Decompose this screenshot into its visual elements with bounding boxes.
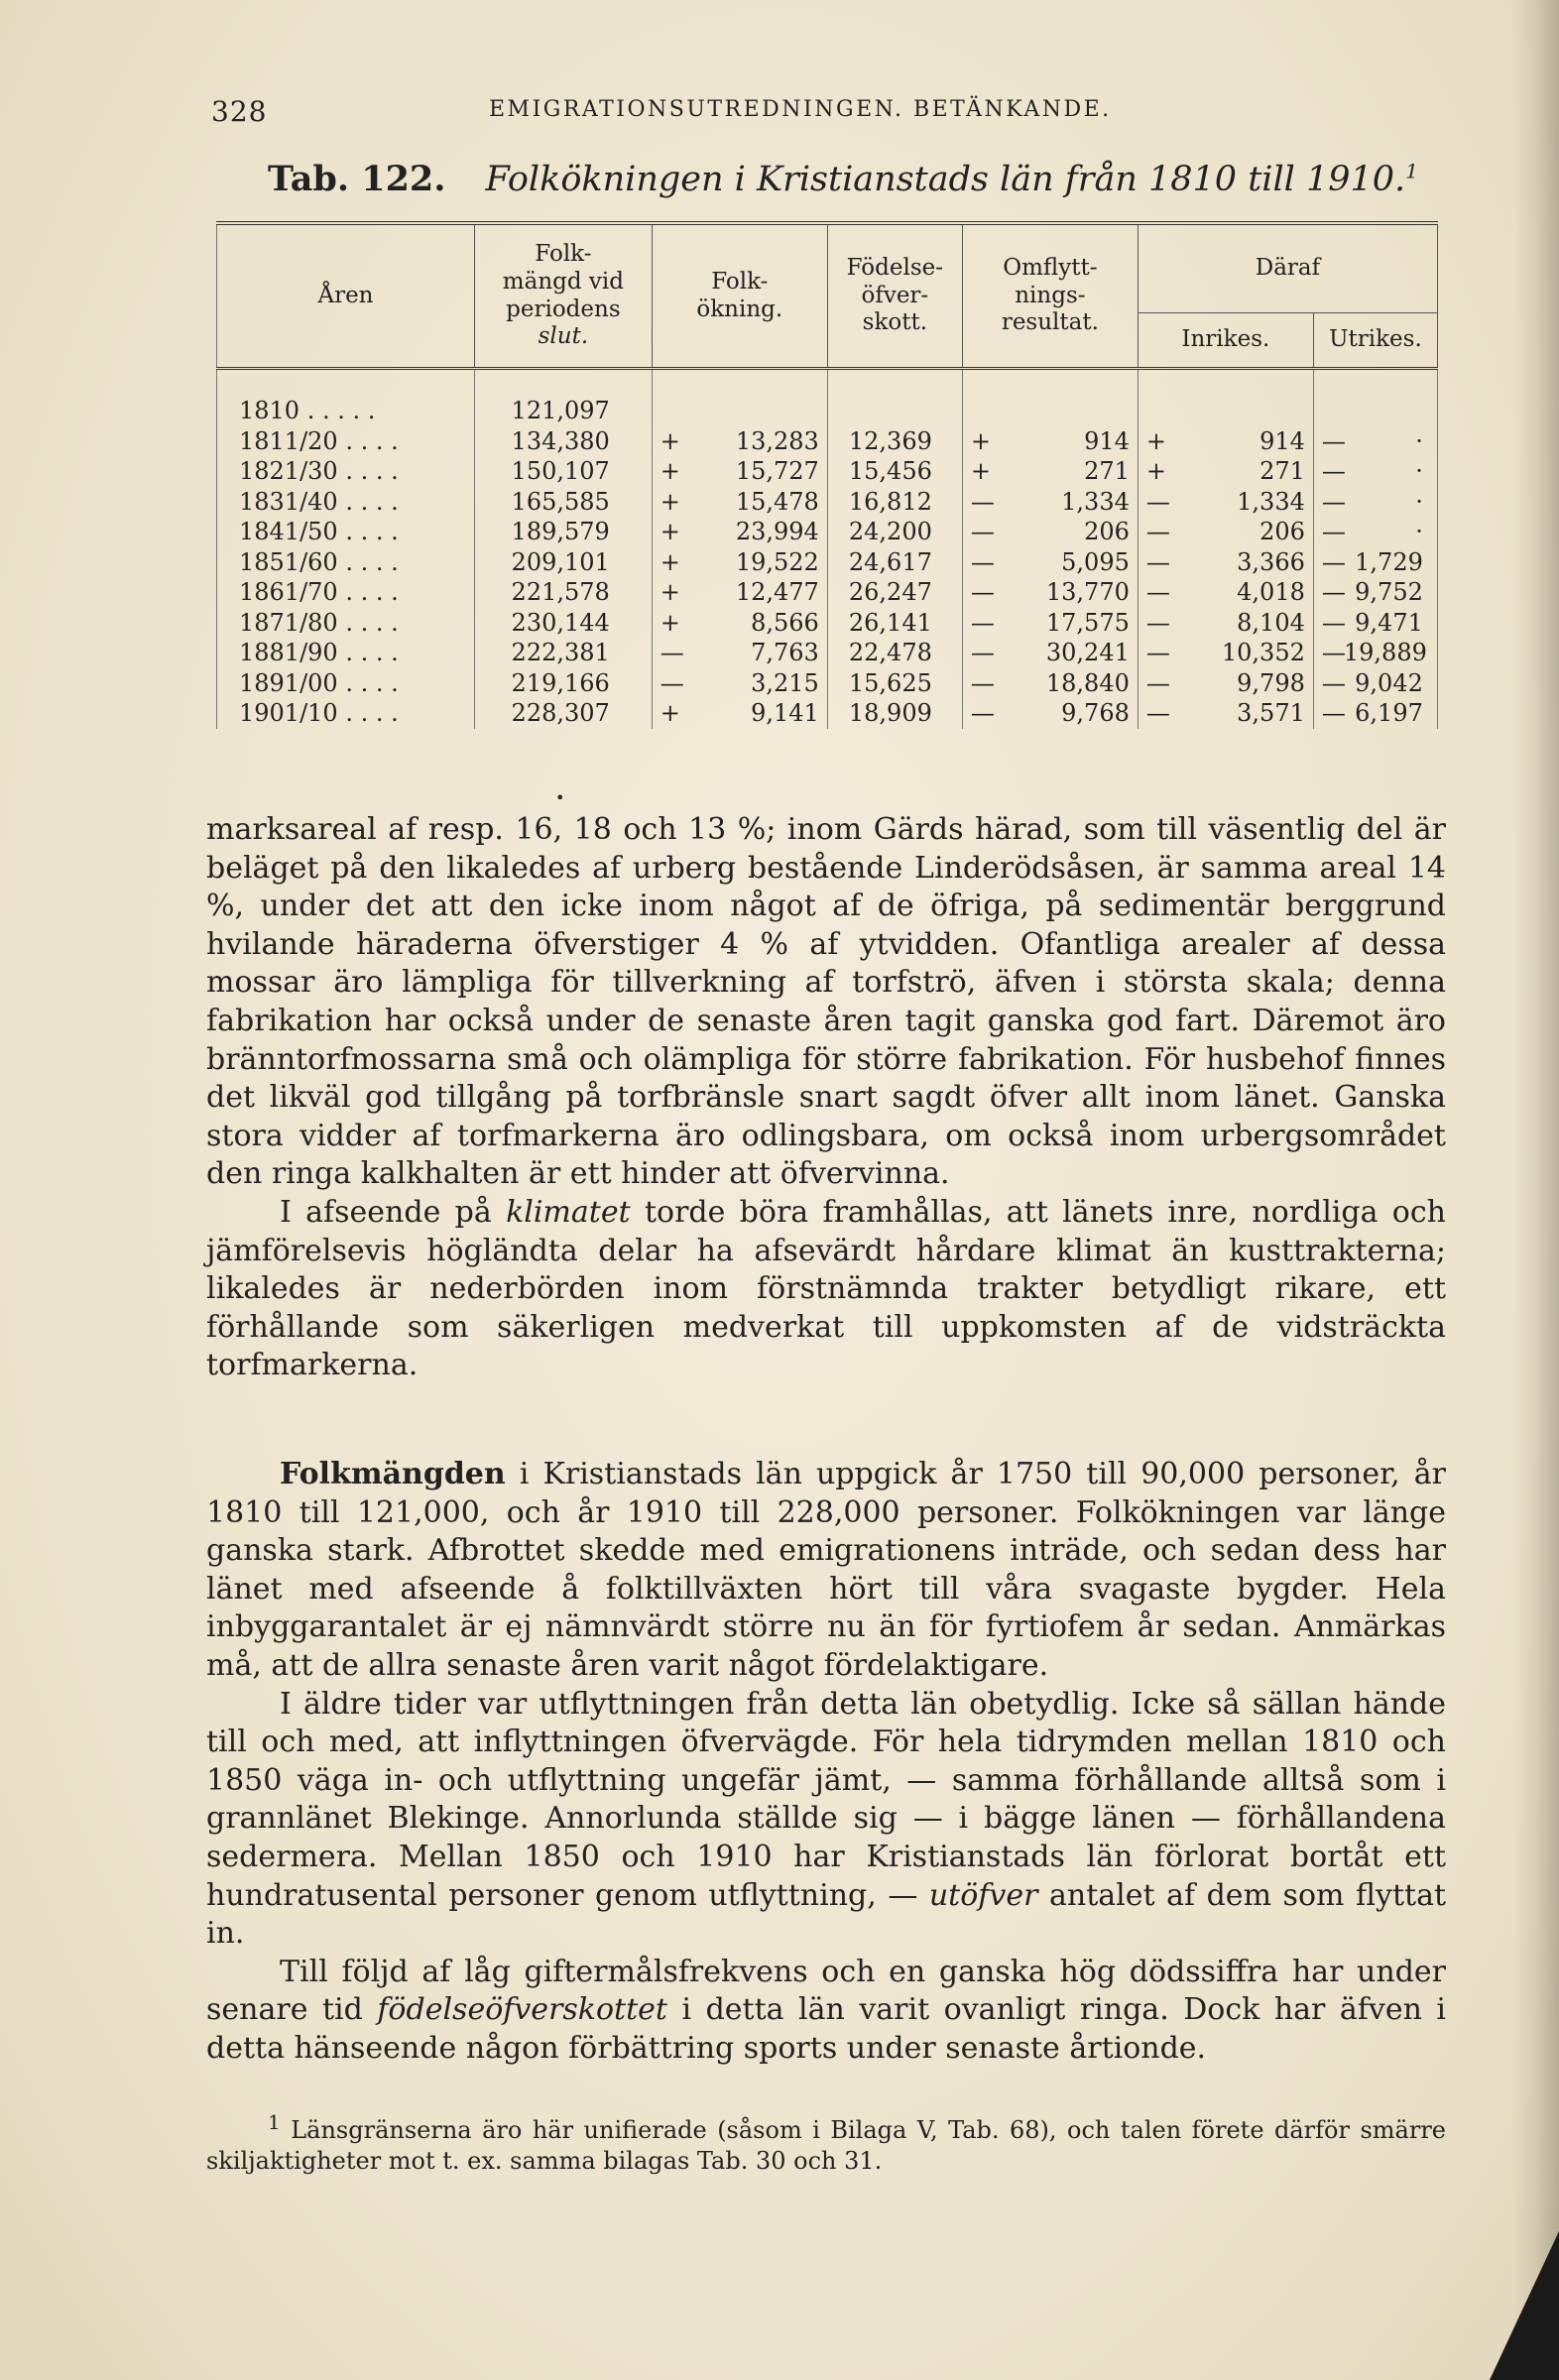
col-header-folkmangd: Folk- mängd vid periodens slut. [474, 223, 652, 369]
cell-population: 230,144 [474, 608, 652, 639]
cell-population: 209,101 [474, 547, 652, 578]
body-text-upper [206, 811, 1446, 1385]
cell-folkokning: + 15,478 [652, 487, 827, 518]
cell-inrikes: — 1,334 [1138, 487, 1313, 518]
footnote-text: Länsgränserna äro här unifierade (såsom i Bilaga V, Tab. 68), och talen förete därför smärre skiljaktigheter mot t. ex. samma bilagas Tab. 30 och 31. [206, 2116, 1446, 2175]
cell-year: 1841/50 . . . . [217, 517, 475, 547]
emphasis-fodelseofverskottet: födelseöfverskottet [377, 1992, 667, 2028]
footnote-mark: 1 [268, 2110, 281, 2134]
cell-inrikes: — 3,571 [1138, 698, 1313, 729]
cell-utrikes: — 9,042 [1313, 668, 1437, 699]
col-header-folkokning: Folk- ökning. [652, 223, 827, 369]
cell-omflyttning: + 914 [962, 426, 1138, 457]
running-title: EMIGRATIONSUTREDNINGEN. BETÄNKANDE. [489, 97, 1112, 122]
cell-inrikes: + 271 [1138, 456, 1313, 487]
cell-year: 1881/90 . . . . [217, 638, 475, 668]
cell-year: 1901/10 . . . . [217, 698, 475, 729]
cell-population: 222,381 [474, 638, 652, 668]
paragraph-fodelseofverskottet: Till följd af låg giftermålsfrekvens och en ganska hög dödssiffra har under senare tid födelseöfverskottet i detta län varit ovanligt ringa. Dock har äfven i detta hänseende någon förbättring sports under senaste årtionde. [206, 1954, 1446, 2066]
cell-utrikes: — 6,197 [1313, 698, 1437, 729]
page-corner-fold [1490, 2231, 1559, 2380]
table-number: Tab. 122. [268, 159, 446, 199]
col-header-utrikes: Utrikes. [1313, 313, 1437, 369]
col-header-inrikes: Inrikes. [1138, 313, 1313, 369]
table-row [217, 608, 1438, 639]
cell-folkokning: — 7,763 [652, 638, 827, 668]
table-row [217, 638, 1438, 668]
cell-fodelseofverskott: 15,456 [827, 456, 962, 487]
table-title [485, 160, 1417, 199]
cell-inrikes: — 3,366 [1138, 547, 1313, 578]
page-number: 328 [211, 95, 268, 128]
cell-year: 1821/30 . . . . [217, 456, 475, 487]
cell-year: 1831/40 . . . . [217, 487, 475, 518]
cell-fodelseofverskott: 24,200 [827, 517, 962, 547]
table-row [217, 369, 1438, 426]
table-row [217, 456, 1438, 487]
cell-fodelseofverskott [827, 369, 962, 426]
footnote [206, 2107, 1446, 2177]
cell-folkokning: + 12,477 [652, 577, 827, 608]
cell-year: 1811/20 . . . . [217, 426, 475, 457]
cell-inrikes: — 10,352 [1138, 638, 1313, 668]
cell-inrikes: — 4,018 [1138, 577, 1313, 608]
cell-folkokning: + 19,522 [652, 547, 827, 578]
cell-omflyttning: — 30,241 [962, 638, 1138, 668]
cell-population: 165,585 [474, 487, 652, 518]
running-header [211, 95, 1461, 131]
cell-omflyttning: — 5,095 [962, 547, 1138, 578]
cell-year: 1871/80 . . . . [217, 608, 475, 639]
col-header-fodelseofverskott: Födelse- öfver- skott. [827, 223, 962, 369]
cell-folkokning: + 13,283 [652, 426, 827, 457]
cell-population: 189,579 [474, 517, 652, 547]
table-caption [268, 159, 1418, 199]
cell-utrikes: — · [1313, 487, 1437, 518]
cell-fodelseofverskott: 15,625 [827, 668, 962, 699]
cell-population: 121,097 [474, 369, 652, 426]
cell-fodelseofverskott: 12,369 [827, 426, 962, 457]
table-row [217, 426, 1438, 457]
cell-folkokning: + 15,727 [652, 456, 827, 487]
ink-dot: • [555, 788, 565, 807]
cell-omflyttning: — 13,770 [962, 577, 1138, 608]
cell-fodelseofverskott: 26,141 [827, 608, 962, 639]
cell-omflyttning: — 206 [962, 517, 1138, 547]
table-footnote-mark: 1 [1405, 159, 1418, 183]
cell-utrikes: — · [1313, 426, 1437, 457]
emphasis-klimatet: klimatet [506, 1194, 631, 1230]
cell-folkokning: + 23,994 [652, 517, 827, 547]
book-spine-shadow [1513, 0, 1559, 2380]
table-row [217, 577, 1438, 608]
cell-folkokning [652, 369, 827, 426]
cell-omflyttning: + 271 [962, 456, 1138, 487]
paragraph-folkmangden: Folkmängden i Kristianstads län uppgick år 1750 till 90,000 personer, år 1810 till 121,000, och år 1910 till 228,000 personer. Folkökningen var länge ganska stark. Afbrottet skedde med emigrationens inträde, och sedan dess har länet med afseende å folktillväxten hört till våra svagaste bygder. Hela inbyggarantalet är ej nämnvärdt större nu än för fyrtiofem år sedan. Anmärkas må, att de allra senaste åren varit något fördelaktigare. [206, 1457, 1446, 1683]
cell-population: 134,380 [474, 426, 652, 457]
col-header-aren: Åren [217, 223, 475, 369]
cell-folkokning: — 3,215 [652, 668, 827, 699]
cell-utrikes [1313, 369, 1437, 426]
cell-population: 219,166 [474, 668, 652, 699]
emphasis-utofver: utöfver [928, 1877, 1038, 1913]
cell-omflyttning: — 17,575 [962, 608, 1138, 639]
cell-fodelseofverskott: 26,247 [827, 577, 962, 608]
cell-year: 1810 . . . . . [217, 369, 475, 426]
cell-utrikes: —19,889 [1313, 638, 1437, 668]
cell-omflyttning [962, 369, 1138, 426]
table-row [217, 547, 1438, 578]
col-header-daraf: Däraf [1138, 223, 1437, 313]
paragraph-klimatet: I afseende på klimatet torde böra framhållas, att länets inre, nordliga och jämförelsevis högländta delar ha afsevärdt hårdare klimat än kusttrakterna; likaledes är nederbörden inom förstnämnda trakter betydligt rikare, ett förhållande som säkerligen medverkat till uppkomsten af de vidsträckta torfmarkerna. [206, 1194, 1446, 1383]
cell-inrikes: — 8,104 [1138, 608, 1313, 639]
cell-utrikes: — 9,471 [1313, 608, 1437, 639]
cell-inrikes: — 206 [1138, 517, 1313, 547]
body-text-lower [206, 1456, 1446, 2069]
cell-year: 1861/70 . . . . [217, 577, 475, 608]
cell-fodelseofverskott: 16,812 [827, 487, 962, 518]
table-row [217, 698, 1438, 729]
cell-inrikes: — 9,798 [1138, 668, 1313, 699]
cell-utrikes: — · [1313, 517, 1437, 547]
cell-omflyttning: — 9,768 [962, 698, 1138, 729]
cell-inrikes [1138, 369, 1313, 426]
col-header-omflyttningsresultat: Omflytt- nings- resultat. [962, 223, 1138, 369]
cell-utrikes: — · [1313, 456, 1437, 487]
cell-year: 1851/60 . . . . [217, 547, 475, 578]
cell-folkokning: + 9,141 [652, 698, 827, 729]
cell-folkokning: + 8,566 [652, 608, 827, 639]
table-row [217, 668, 1438, 699]
table-title-text: Folkökningen i Kristianstads län från 1810 till 1910. [485, 160, 1406, 199]
cell-population: 228,307 [474, 698, 652, 729]
cell-population: 150,107 [474, 456, 652, 487]
paragraph-marksareal: marksareal af resp. 16, 18 och 13 %; inom Gärds härad, som till väsentlig del är beläget på den likaledes af urberg bestående Linderödsåsen, är samma areal 14 %, under det att den icke inom något af de öfriga, på sedimentär berggrund hvilande häraderna öfverstiger 4 % af ytvidden. Ofantliga arealer af dessa mossar äro lämpliga för tillverkning af torfströ, äfven i största skala; denna fabrikation har också under de senaste åren tagit ganska god fart. Däremot äro bränntorfmossarna små och olämpliga för större fabrikation. För husbehof finnes det likväl god tillgång på torfbränsle snart sagdt öfver allt inom länet. Ganska stora vidder af torfmarkerna äro odlingsbara, om också inom urbergsområdet den ringa kalkhalten är ett hinder att öfvervinna. [206, 812, 1446, 1192]
cell-year: 1891/00 . . . . [217, 668, 475, 699]
table-row [217, 487, 1438, 518]
population-table [216, 221, 1438, 729]
cell-fodelseofverskott: 22,478 [827, 638, 962, 668]
table-row [217, 517, 1438, 547]
cell-utrikes: — 9,752 [1313, 577, 1437, 608]
cell-omflyttning: — 1,334 [962, 487, 1138, 518]
cell-population: 221,578 [474, 577, 652, 608]
cell-inrikes: + 914 [1138, 426, 1313, 457]
cell-fodelseofverskott: 18,909 [827, 698, 962, 729]
cell-utrikes: — 1,729 [1313, 547, 1437, 578]
cell-omflyttning: — 18,840 [962, 668, 1138, 699]
heading-folkmangden: Folkmängden [280, 1457, 506, 1491]
paragraph-utflyttningen: I äldre tider var utflyttningen från detta län obetydlig. Icke så sällan hände till och med, att inflyttningen öfvervägde. För hela tidrymden mellan 1810 och 1850 väga in- och utflyttning ungefär jämt, — samma förhållande alltså som i grannlänet Blekinge. Annorlunda ställde sig — i bägge länen — förhållandena sedermera. Mellan 1850 och 1910 har Kristianstads län förlorat bortåt ett hundratusental personer genom utflyttning, — utöfver antalet af dem som flyttat in. [206, 1686, 1447, 1952]
cell-fodelseofverskott: 24,617 [827, 547, 962, 578]
